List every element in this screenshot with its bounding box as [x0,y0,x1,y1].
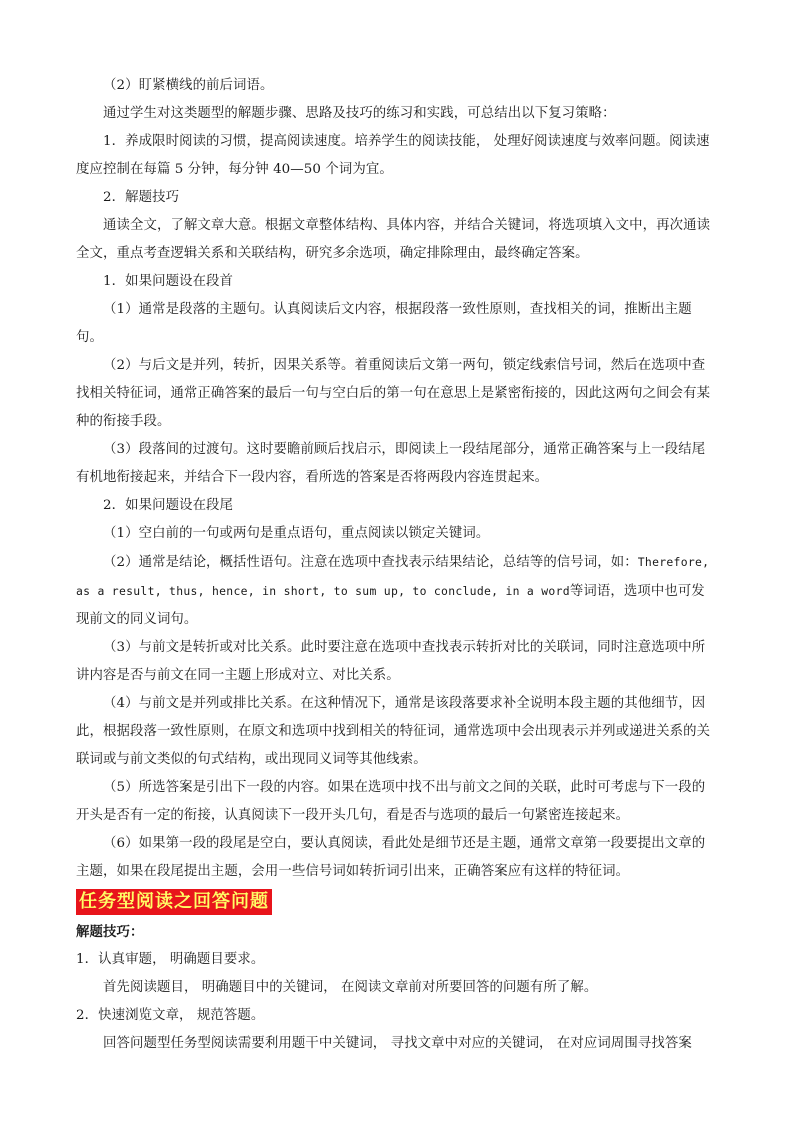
conclusion-lead: （2）通常是结论，概括性语句。注意在选项中查找表示结果结论，总结等的信号词，如： [103,555,638,570]
section-heading: 任务型阅读之回答问题 [76,889,272,915]
paragraph: 通过学生对这类题型的解题步骤、思路及技巧的练习和实践，可总结出以下复习策略： [103,106,616,121]
signal-words-english: Therefore, as a result, thus, hence, in short, to sum up, to conclude, in a word [76,555,710,598]
paragraph: （3）段落间的过渡句。这时要瞻前顾后找启示，即阅读上一段结尾部分，通常正确答案与上一段结尾有机地衔接起来，并结合下一段内容，看所选的答案是否将两段内容连贯起来。 [76,442,706,485]
paragraph: （2）盯紧横线的前后词语。 [103,78,274,93]
paragraph: 1．如果问题设在段首 [103,274,234,289]
paragraph: （2）与后文是并列，转折，因果关系等。着重阅读后文第一两句，锁定线索信号词，然后在选项中查找相关特征词，通常正确答案的最后一句与空白后的第一句在意思上是紧密衔接的，因此这两句之间会有某种的衔接手段。 [76,358,711,429]
tips-item: 2．快速浏览文章， 规范答题。 [76,1008,265,1023]
paragraph: （1）通常是段落的主题句。认真阅读后文内容，根据段落一致性原则，查找相关的词，推断出主题句。 [76,302,692,345]
paragraph: 2．解题技巧 [103,190,180,205]
paragraph: 2．如果问题设在段尾 [103,498,234,513]
paragraph: 1．养成限时阅读的习惯，提高阅读速度。培养学生的阅读技能， 处理好阅读速度与效率问题。阅读速度应控制在每篇 5 分钟，每分钟 40—50 个词为宜。 [76,134,710,177]
paragraph-conclusion [76,548,718,634]
tips-item: 1．认真审题， 明确题目要求。 [76,952,265,967]
section-heading-wrap [76,886,718,918]
paragraph: （5）所选答案是引出下一段的内容。如果在选项中找不出与前文之间的关联，此时可考虑与下一段的开头是否有一定的衔接，认真阅读下一段开头几句，看是否与选项的最后一句紧密连接起来。 [76,780,706,823]
tips-item-body: 首先阅读题目， 明确题目中的关键词， 在阅读文章前对所要回答的问题有所了解。 [103,980,598,995]
paragraph: （3）与前文是转折或对比关系。此时要注意在选项中查找表示转折对比的关联词，同时注意选项中所讲内容是否与前文在同一主题上形成对立、对比关系。 [76,640,706,683]
tips-title: 解题技巧： [76,924,144,940]
paragraph: （1）空白前的一句或两句是重点语句，重点阅读以锁定关键词。 [103,526,490,541]
paragraph: （6）如果第一段的段尾是空白，要认真阅读，看此处是细节还是主题，通常文章第一段要提出文章的主题，如果在段尾提出主题，会用一些信号词如转折词引出来，正确答案应有这样的特征词。 [76,836,706,879]
conclusion-tail: 等词语，选项中也可发现前文的同义词句。 [76,584,705,627]
tips-item-body: 回答问题型任务型阅读需要利用题干中关键词， 寻找文章中对应的关键词， 在对应词周围寻找答案 [103,1036,692,1051]
document-page [76,72,718,1058]
paragraph: 通读全文，了解文章大意。根据文章整体结构、具体内容，并结合关键词，将选项填入文中，再次通读全文，重点考查逻辑关系和关联结构，研究多余选项，确定排除理由，最终确定答案。 [76,218,711,261]
paragraph: （4）与前文是并列或排比关系。在这种情况下，通常是该段落要求补全说明本段主题的其他细节，因此，根据段落一致性原则，在原文和选项中找到相关的特征词，通常选项中会出现表示并列或递进关系的关联词或与前文类似的句式结构，或出现同义词等其他线索。 [76,696,711,767]
